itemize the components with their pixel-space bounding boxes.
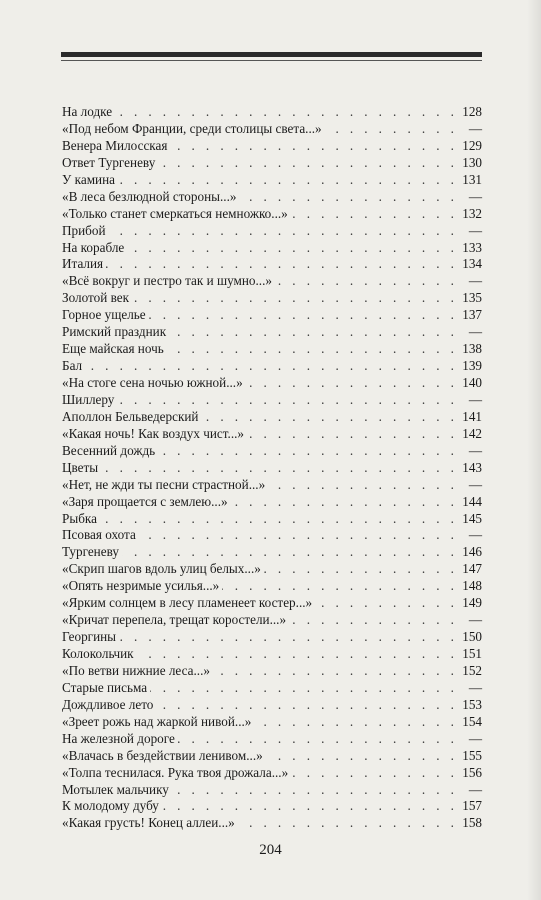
toc-entry-title: «Нет, не жди ты песни страстной...» <box>62 477 268 494</box>
toc-entry-title: Тургеневу <box>62 544 122 561</box>
toc-entry <box>62 290 482 307</box>
toc-entry-title: «Заря прощается с землею...» <box>62 494 231 511</box>
dot-leader <box>62 358 482 375</box>
toc-entry-title: На корабле <box>62 240 127 257</box>
toc-entry-page: 130 <box>458 155 482 172</box>
dot-leader <box>62 511 482 528</box>
toc-entry-page: 155 <box>458 748 482 765</box>
toc-entry-page: 140 <box>458 375 482 392</box>
toc-entry-title: Римский праздник <box>62 324 169 341</box>
toc-entry <box>62 511 482 528</box>
toc-entry-page: 128 <box>458 104 482 121</box>
toc-entry-title: Ответ Тургеневу <box>62 155 158 172</box>
dot-leader <box>62 392 482 409</box>
toc-entry <box>62 595 482 612</box>
table-of-contents <box>62 104 482 832</box>
toc-entry <box>62 561 482 578</box>
toc-entry-title: Еще майская ночь <box>62 341 167 358</box>
toc-entry <box>62 375 482 392</box>
dot-leader <box>62 172 482 189</box>
toc-entry-title: «Влачась в бездействии ленивом...» <box>62 748 266 765</box>
toc-entry <box>62 544 482 561</box>
toc-entry <box>62 697 482 714</box>
toc-entry <box>62 256 482 273</box>
toc-entry-page: 152 <box>458 663 482 680</box>
toc-entry-page: 148 <box>458 578 482 595</box>
toc-entry-title: «Опять незримые усилья...» <box>62 578 222 595</box>
toc-entry-page: 134 <box>458 256 482 273</box>
dot-leader <box>62 223 482 240</box>
toc-entry-title: Бал <box>62 358 85 375</box>
toc-entry-page: — <box>465 392 482 409</box>
toc-entry <box>62 714 482 731</box>
toc-entry <box>62 324 482 341</box>
toc-entry-page: — <box>465 273 482 290</box>
toc-entry <box>62 527 482 544</box>
toc-entry-page: 153 <box>458 697 482 714</box>
toc-entry-page: 146 <box>458 544 482 561</box>
toc-entry <box>62 104 482 121</box>
toc-entry-title: «Скрип шагов вдоль улиц белых...» <box>62 561 264 578</box>
toc-entry-title: «Под небом Франции, среди столицы света...» <box>62 121 325 138</box>
toc-entry <box>62 307 482 324</box>
toc-entry-title: У камина <box>62 172 118 189</box>
toc-entry <box>62 426 482 443</box>
toc-entry-page: 154 <box>458 714 482 731</box>
toc-entry-page: 144 <box>458 494 482 511</box>
toc-entry-page: 133 <box>458 240 482 257</box>
toc-entry-page: — <box>465 121 482 138</box>
toc-entry-page: 150 <box>458 629 482 646</box>
toc-entry-title: «Какая ночь! Как воздух чист...» <box>62 426 247 443</box>
toc-entry-title: «Зреет рожь над жаркой нивой...» <box>62 714 254 731</box>
toc-entry-page: 135 <box>458 290 482 307</box>
page-number: 204 <box>259 842 282 858</box>
toc-entry-title: Италия <box>62 256 106 273</box>
toc-entry-title: Колокольчик <box>62 646 137 663</box>
dot-leader <box>62 460 482 477</box>
toc-entry <box>62 443 482 460</box>
toc-entry-title: Шиллеру <box>62 392 117 409</box>
toc-entry-title: «Какая грусть! Конец аллеи...» <box>62 815 238 832</box>
toc-entry <box>62 578 482 595</box>
toc-entry-title: «Только станет смеркаться немножко...» <box>62 206 291 223</box>
toc-entry <box>62 646 482 663</box>
toc-entry-title: «Всё вокруг и пестро так и шумно...» <box>62 273 275 290</box>
toc-entry-title: «По ветви нижние леса...» <box>62 663 213 680</box>
toc-entry <box>62 460 482 477</box>
toc-entry <box>62 815 482 832</box>
toc-entry-title: К молодому дубу <box>62 798 162 815</box>
toc-entry <box>62 392 482 409</box>
toc-entry-page: 131 <box>458 172 482 189</box>
toc-entry <box>62 155 482 172</box>
dot-leader <box>62 629 482 646</box>
toc-entry-page: 138 <box>458 341 482 358</box>
toc-entry-page: 141 <box>458 409 482 426</box>
toc-entry-title: Весенний дождь <box>62 443 158 460</box>
toc-entry-title: Аполлон Бельведерский <box>62 409 202 426</box>
toc-entry-page: — <box>465 189 482 206</box>
toc-entry-page: — <box>465 324 482 341</box>
toc-entry <box>62 206 482 223</box>
toc-entry <box>62 409 482 426</box>
toc-entry-page: 142 <box>458 426 482 443</box>
toc-entry-title: «Толпа теснилася. Рука твоя дрожала...» <box>62 765 291 782</box>
toc-entry-page: — <box>465 443 482 460</box>
toc-entry <box>62 748 482 765</box>
toc-entry-page: 149 <box>458 595 482 612</box>
toc-entry-title: Золотой век <box>62 290 132 307</box>
dot-leader <box>62 256 482 273</box>
toc-entry-title: Рыбка <box>62 511 100 528</box>
toc-entry-title: Цветы <box>62 460 101 477</box>
toc-entry-title: Венера Милосская <box>62 138 170 155</box>
dot-leader <box>62 104 482 121</box>
toc-entry-title: «В леса безлюдной стороны...» <box>62 189 239 206</box>
toc-entry-page: — <box>465 477 482 494</box>
toc-entry-page: 143 <box>458 460 482 477</box>
toc-entry-title: Горное ущелье <box>62 307 149 324</box>
toc-entry <box>62 663 482 680</box>
toc-entry-title: Старые письма <box>62 680 150 697</box>
toc-entry <box>62 765 482 782</box>
toc-entry-title: На железной дороге <box>62 731 178 748</box>
toc-entry-page: — <box>465 223 482 240</box>
toc-entry-page: — <box>465 782 482 799</box>
toc-entry <box>62 629 482 646</box>
top-rule-thin <box>61 60 482 61</box>
dot-leader <box>62 544 482 561</box>
toc-entry-title: Псовая охота <box>62 527 139 544</box>
toc-entry <box>62 477 482 494</box>
toc-entry-page: 156 <box>458 765 482 782</box>
toc-entry <box>62 240 482 257</box>
toc-entry-title: Дождливое лето <box>62 697 156 714</box>
toc-entry <box>62 138 482 155</box>
toc-entry-page: — <box>465 527 482 544</box>
toc-entry-title: «На стоге сена ночью южной...» <box>62 375 246 392</box>
toc-entry-title: Георгины <box>62 629 119 646</box>
toc-entry <box>62 358 482 375</box>
toc-entry <box>62 189 482 206</box>
toc-entry <box>62 680 482 697</box>
toc-entry-page: — <box>465 680 482 697</box>
toc-entry-page: 158 <box>458 815 482 832</box>
toc-entry-title: Прибой <box>62 223 109 240</box>
top-rule-thick <box>61 52 482 57</box>
toc-entry-page: 137 <box>458 307 482 324</box>
toc-entry-page: — <box>465 612 482 629</box>
binding-shadow <box>527 0 541 900</box>
toc-entry-page: 129 <box>458 138 482 155</box>
toc-entry <box>62 121 482 138</box>
toc-entry <box>62 612 482 629</box>
toc-entry-page: 139 <box>458 358 482 375</box>
toc-entry-title: На лодке <box>62 104 115 121</box>
toc-entry <box>62 172 482 189</box>
toc-entry-page: 145 <box>458 511 482 528</box>
toc-entry <box>62 223 482 240</box>
toc-entry-page: — <box>465 731 482 748</box>
toc-entry-page: 151 <box>458 646 482 663</box>
toc-entry-title: Мотылек мальчику <box>62 782 172 799</box>
toc-entry <box>62 782 482 799</box>
toc-entry-page: 147 <box>458 561 482 578</box>
toc-entry <box>62 341 482 358</box>
toc-entry-page: 132 <box>458 206 482 223</box>
toc-entry <box>62 798 482 815</box>
toc-entry <box>62 731 482 748</box>
toc-entry <box>62 273 482 290</box>
toc-entry-page: 157 <box>458 798 482 815</box>
toc-entry <box>62 494 482 511</box>
toc-entry-title: «Кричат перепела, трещат коростели...» <box>62 612 289 629</box>
toc-entry-title: «Ярким солнцем в лесу пламенеет костер...» <box>62 595 315 612</box>
